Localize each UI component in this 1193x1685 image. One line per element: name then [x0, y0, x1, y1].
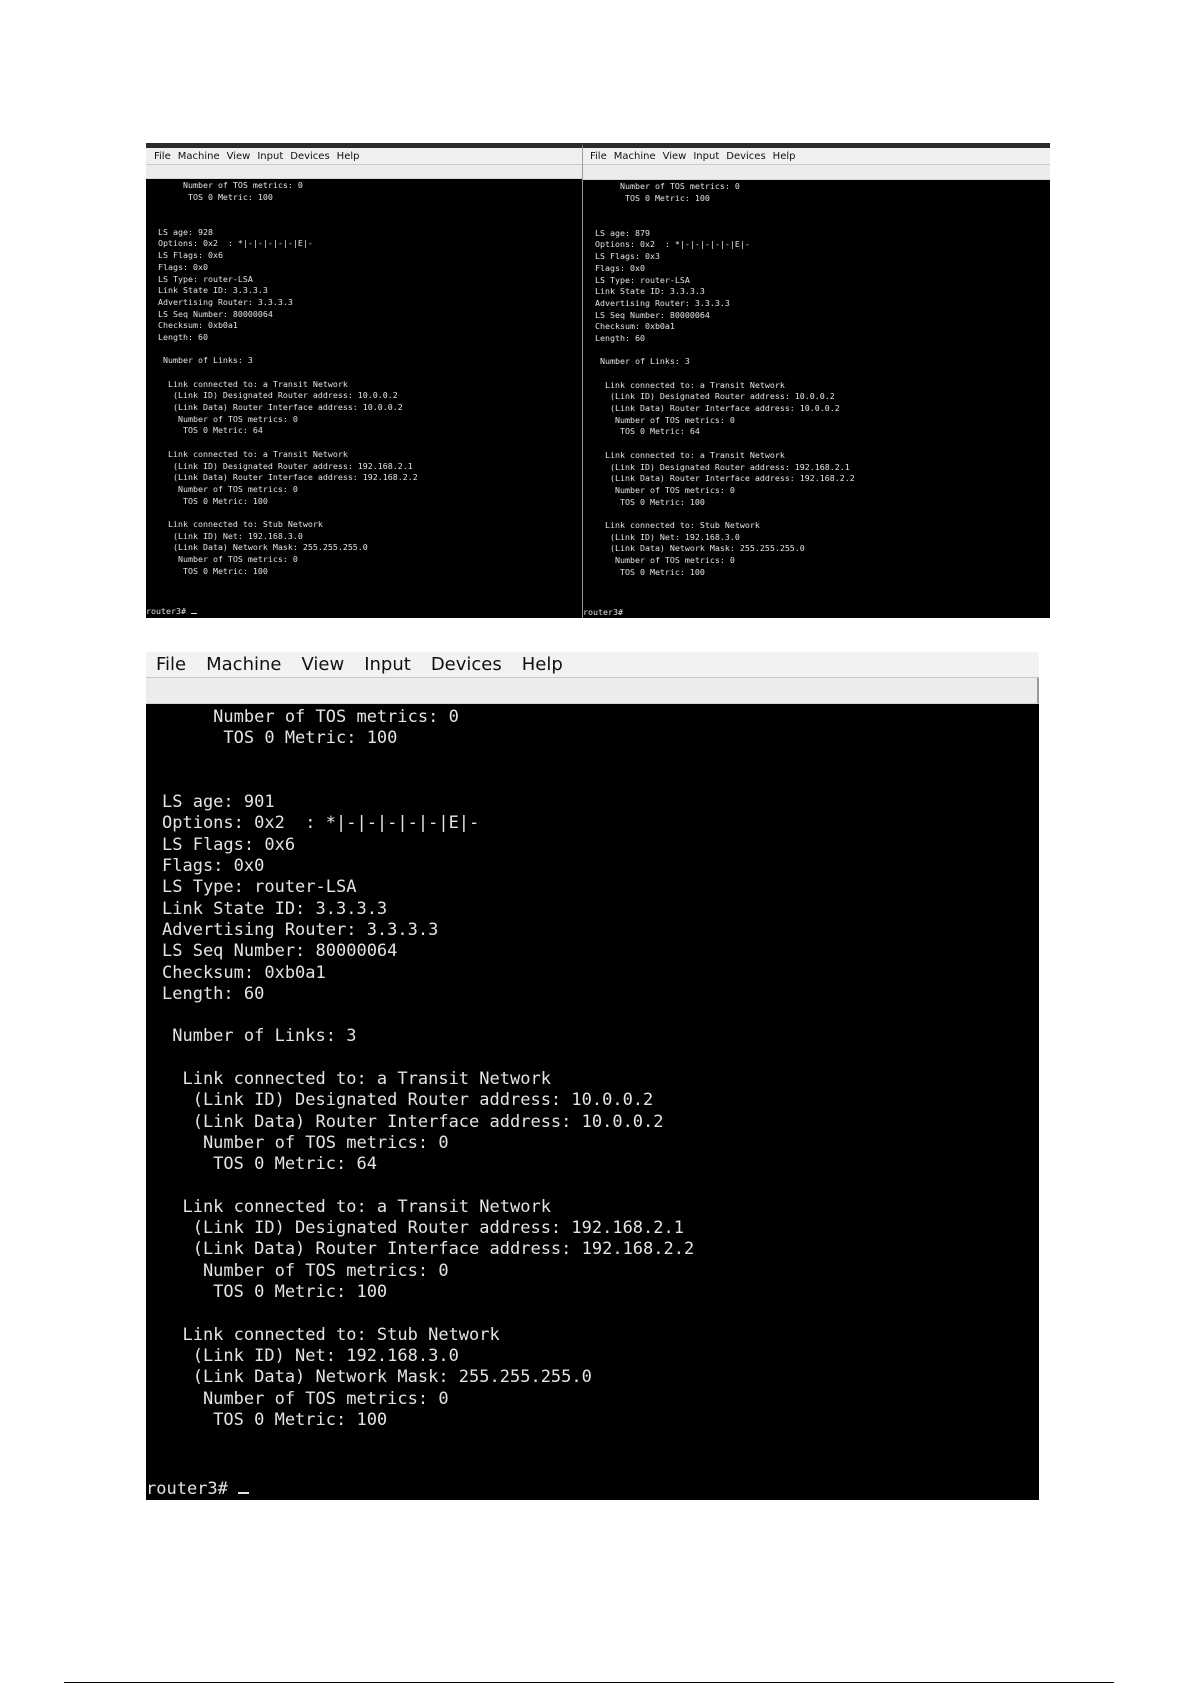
- menu-machine[interactable]: Machine: [206, 654, 282, 675]
- terminal-line: Length: 60: [595, 332, 645, 343]
- terminal-line: Number of TOS metrics: 0: [162, 1260, 449, 1281]
- terminal-line: Number of Links: 3: [595, 356, 690, 367]
- terminal-line: LS Flags: 0x6: [162, 834, 296, 855]
- terminal-line: TOS 0 Metric: 100: [162, 1282, 388, 1303]
- terminal-line: Link connected to: Stub Network: [595, 519, 760, 530]
- terminal-line: LS Seq Number: 80000064: [158, 308, 273, 319]
- terminal-output: [158, 180, 418, 577]
- vm-toolbar-strip: [146, 165, 582, 179]
- terminal-line: (Link ID) Designated Router address: 10.0.0.2: [162, 1090, 654, 1111]
- terminal-line: (Link Data) Router Interface address: 192.168.2.2: [595, 473, 855, 484]
- terminal-prompt: router3#: [146, 1479, 239, 1499]
- terminal-line: Number of TOS metrics: 0: [158, 180, 303, 190]
- terminal-line: TOS 0 Metric: 100: [162, 728, 398, 749]
- terminal-line: TOS 0 Metric: 100: [595, 192, 710, 203]
- terminal-line: TOS 0 Metric: 100: [595, 496, 705, 507]
- terminal-line: [158, 215, 418, 227]
- terminal-line: [158, 507, 418, 519]
- terminal-line: LS Flags: 0x6: [158, 250, 223, 261]
- terminal-line: Number of Links: 3: [162, 1026, 357, 1047]
- terminal-line: (Link Data) Router Interface address: 10.0.0.2: [595, 403, 840, 414]
- terminal-line: [162, 771, 694, 792]
- terminal-line: [595, 345, 855, 357]
- terminal-line: Link connected to: Stub Network: [158, 518, 323, 529]
- menu-help[interactable]: Help: [336, 150, 360, 162]
- terminal-line: LS age: 901: [162, 792, 275, 813]
- terminal-line: LS Seq Number: 80000064: [162, 941, 398, 962]
- vm-window-top-right: [582, 143, 1050, 618]
- terminal-line: (Link ID) Designated Router address: 192.168.2.1: [162, 1218, 684, 1239]
- terminal-line: (Link ID) Net: 192.168.3.0: [158, 530, 303, 541]
- terminal-line: [162, 1048, 694, 1069]
- terminal-line: [158, 367, 418, 379]
- terminal-line: [158, 203, 418, 215]
- terminal-line: [162, 750, 694, 771]
- terminal-line: Flags: 0x0: [162, 856, 265, 877]
- terminal-line: [162, 1176, 694, 1197]
- menu-devices[interactable]: Devices: [290, 150, 330, 162]
- text-cursor: [238, 1492, 249, 1495]
- terminal-line: (Link ID) Net: 192.168.3.0: [162, 1345, 459, 1366]
- vm-window-top-left: [146, 143, 582, 618]
- terminal-line: Number of TOS metrics: 0: [158, 413, 298, 424]
- terminal-line: Link connected to: a Transit Network: [162, 1069, 551, 1090]
- menu-file[interactable]: File: [590, 150, 607, 162]
- terminal-line: TOS 0 Metric: 100: [158, 191, 273, 202]
- menu-file[interactable]: File: [156, 654, 187, 675]
- menu-machine[interactable]: Machine: [613, 150, 656, 162]
- terminal-line: Link connected to: a Transit Network: [162, 1196, 551, 1217]
- terminal-line: [595, 204, 855, 216]
- page-bottom-rule: [64, 1682, 1114, 1683]
- terminal-line: Number of TOS metrics: 0: [158, 483, 298, 494]
- terminal-line: Link connected to: a Transit Network: [158, 378, 348, 389]
- terminal-line: Advertising Router: 3.3.3.3: [595, 297, 730, 308]
- terminal-line: [595, 368, 855, 380]
- terminal-line: Checksum: 0xb0a1: [162, 962, 326, 983]
- menu-view[interactable]: View: [226, 150, 251, 162]
- vm-toolbar-strip: [583, 165, 1050, 180]
- terminal-line: Number of Links: 3: [158, 355, 253, 366]
- terminal-line: (Link Data) Router Interface address: 10.0.0.2: [158, 402, 403, 413]
- terminal-line: [158, 437, 418, 449]
- terminal-line: Number of TOS metrics: 0: [595, 484, 735, 495]
- menu-devices[interactable]: Devices: [430, 654, 502, 675]
- terminal-line: LS age: 879: [595, 227, 650, 238]
- terminal-prompt-line[interactable]: [583, 607, 623, 618]
- terminal-line: Advertising Router: 3.3.3.3: [158, 296, 293, 307]
- terminal-line: Options: 0x2 : *|-|-|-|-|-|E|-: [595, 239, 750, 250]
- terminal-line: TOS 0 Metric: 64: [162, 1154, 377, 1175]
- terminal-line: Link State ID: 3.3.3.3: [595, 286, 705, 297]
- terminal-line: TOS 0 Metric: 100: [158, 565, 268, 576]
- terminal-line: [595, 508, 855, 520]
- terminal-line: Flags: 0x0: [595, 262, 645, 273]
- terminal-line: Link connected to: a Transit Network: [158, 448, 348, 459]
- terminal-line: Link connected to: a Transit Network: [595, 379, 785, 390]
- terminal-line: TOS 0 Metric: 64: [595, 426, 700, 437]
- terminal-line: LS Type: router-LSA: [595, 274, 690, 285]
- menu-help[interactable]: Help: [521, 654, 563, 675]
- vm-menubar: [583, 148, 1050, 165]
- terminal-line: [162, 1005, 694, 1026]
- terminal-line: Link connected to: Stub Network: [162, 1324, 500, 1345]
- terminal-output: [595, 181, 855, 578]
- terminal-line: TOS 0 Metric: 100: [158, 495, 268, 506]
- terminal-line: Number of TOS metrics: 0: [162, 1132, 449, 1153]
- terminal-line: (Link Data) Network Mask: 255.255.255.0: [162, 1367, 592, 1388]
- terminal-line: [595, 438, 855, 450]
- terminal-line: LS Type: router-LSA: [158, 273, 253, 284]
- terminal-line: LS Type: router-LSA: [162, 877, 357, 898]
- terminal-line: LS age: 928: [158, 226, 213, 237]
- terminal-line: [162, 1303, 694, 1324]
- terminal-line: Number of TOS metrics: 0: [595, 414, 735, 425]
- menu-file[interactable]: File: [154, 150, 171, 162]
- terminal-prompt: router3#: [583, 607, 623, 617]
- vm-menubar: [146, 148, 582, 165]
- terminal-prompt: router3#: [146, 606, 191, 616]
- menu-input[interactable]: Input: [257, 150, 284, 162]
- terminal-line: Flags: 0x0: [158, 261, 208, 272]
- terminal-line: (Link Data) Router Interface address: 192.168.2.2: [162, 1239, 695, 1260]
- terminal-line: (Link Data) Router Interface address: 192.168.2.2: [158, 472, 418, 483]
- vm-menubar: [146, 652, 1039, 678]
- terminal-line: (Link ID) Designated Router address: 192.168.2.1: [158, 460, 413, 471]
- terminal-line: Options: 0x2 : *|-|-|-|-|-|E|-: [158, 238, 313, 249]
- terminal-line: (Link Data) Router Interface address: 10.0.0.2: [162, 1111, 664, 1132]
- terminal-line: (Link Data) Network Mask: 255.255.255.0: [158, 542, 368, 553]
- terminal-line: Link State ID: 3.3.3.3: [162, 898, 388, 919]
- menu-devices[interactable]: Devices: [726, 150, 766, 162]
- vm-window-bottom: [146, 652, 1039, 1500]
- terminal-line: Number of TOS metrics: 0: [595, 555, 735, 565]
- menu-machine[interactable]: Machine: [177, 150, 220, 162]
- terminal-line: TOS 0 Metric: 100: [595, 566, 705, 577]
- terminal-line: Checksum: 0xb0a1: [595, 321, 675, 332]
- menu-input[interactable]: Input: [364, 654, 411, 675]
- terminal-line: (Link ID) Designated Router address: 10.0.0.2: [595, 391, 835, 402]
- terminal-line: Link connected to: a Transit Network: [595, 449, 785, 460]
- menu-view[interactable]: View: [301, 654, 345, 675]
- terminal-prompt-line[interactable]: [146, 606, 197, 617]
- terminal-line: (Link ID) Net: 192.168.3.0: [595, 531, 740, 542]
- terminal-line: Checksum: 0xb0a1: [158, 320, 238, 331]
- terminal-line: TOS 0 Metric: 100: [162, 1409, 388, 1430]
- terminal-line: Length: 60: [158, 331, 208, 342]
- terminal-line: Number of TOS metrics: 0: [162, 1388, 449, 1409]
- terminal-line: Number of TOS metrics: 0: [162, 707, 459, 727]
- terminal-line: Number of TOS metrics: 0: [158, 554, 298, 564]
- terminal-line: LS Flags: 0x3: [595, 251, 660, 262]
- terminal-prompt-line[interactable]: [146, 1479, 249, 1500]
- terminal-line: Number of TOS metrics: 0: [595, 181, 740, 191]
- menu-view[interactable]: View: [662, 150, 687, 162]
- terminal-line: Length: 60: [162, 983, 265, 1004]
- terminal-line: Options: 0x2 : *|-|-|-|-|-|E|-: [162, 813, 480, 834]
- text-cursor: [191, 613, 197, 615]
- vm-toolbar-strip: [146, 678, 1039, 704]
- terminal-line: (Link ID) Designated Router address: 192.168.2.1: [595, 461, 850, 472]
- terminal-console[interactable]: [146, 704, 1039, 1500]
- terminal-console[interactable]: [146, 179, 582, 618]
- terminal-line: [158, 344, 418, 356]
- menu-help[interactable]: Help: [772, 150, 796, 162]
- terminal-line: [595, 216, 855, 228]
- terminal-console[interactable]: [583, 180, 1050, 618]
- terminal-line: Link State ID: 3.3.3.3: [158, 285, 268, 296]
- terminal-line: Advertising Router: 3.3.3.3: [162, 919, 439, 940]
- terminal-line: (Link ID) Designated Router address: 10.0.0.2: [158, 390, 398, 401]
- menu-input[interactable]: Input: [693, 150, 720, 162]
- terminal-output: [162, 707, 694, 1431]
- terminal-line: LS Seq Number: 80000064: [595, 309, 710, 320]
- terminal-line: (Link Data) Network Mask: 255.255.255.0: [595, 543, 805, 554]
- terminal-line: TOS 0 Metric: 64: [158, 425, 263, 436]
